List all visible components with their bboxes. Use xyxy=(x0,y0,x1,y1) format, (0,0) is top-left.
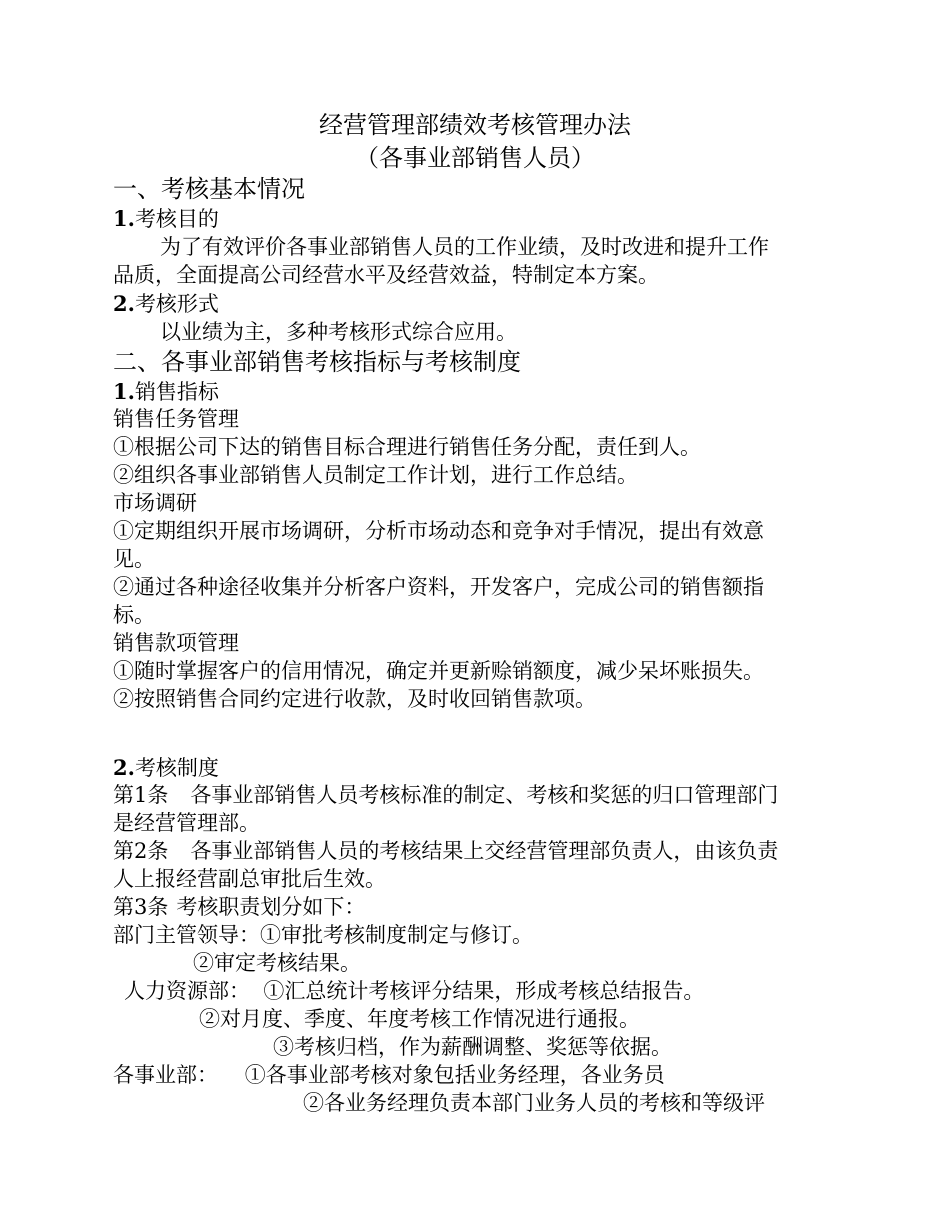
article-2-continuation: 人上报经营副总审批后生效。 xyxy=(113,867,386,891)
item-title: 考核制度 xyxy=(134,756,219,780)
duty-business-units: 各事业部： ①各事业部考核对象包括业务经理，各业务员 xyxy=(113,1063,665,1087)
list-item-continuation: 标。 xyxy=(113,603,155,627)
subheading-sales-task: 销售任务管理 xyxy=(113,407,239,431)
document-title: 经营管理部绩效考核管理办法 xyxy=(319,111,631,139)
section-1-item-1-heading xyxy=(113,208,219,230)
item-number: 2. xyxy=(113,291,135,316)
duty-hr-2: ②对月度、季度、年度考核工作情况进行通报。 xyxy=(199,1007,640,1031)
duty-dept-head-2: ②审定考核结果。 xyxy=(193,951,361,975)
paragraph-line: 为了有效评价各事业部销售人员的工作业绩，及时改进和提升工作 xyxy=(160,235,769,259)
article-1 xyxy=(113,785,778,806)
list-item-continuation: 见。 xyxy=(113,547,155,571)
duty-dept-head: 部门主管领导：①审批考核制度制定与修订。 xyxy=(113,923,533,947)
item-title: 考核形式 xyxy=(134,292,219,316)
article-2 xyxy=(113,841,778,862)
section-1-item-2-heading xyxy=(113,293,219,315)
list-item: ①根据公司下达的销售目标合理进行销售任务分配，责任到人。 xyxy=(113,435,701,459)
duty-hr: 人力资源部： ①汇总统计考核评分结果，形成考核总结报告。 xyxy=(124,979,705,1003)
item-title: 考核目的 xyxy=(134,207,219,231)
list-item: ②通过各种途径收集并分析客户资料，开发客户，完成公司的销售额指 xyxy=(113,575,764,599)
article-label: 第2条 xyxy=(113,839,169,863)
paragraph-line: 品质，全面提高公司经营水平及经营效益，特制定本方案。 xyxy=(113,263,659,287)
section-2-heading: 二、各事业部销售考核指标与考核制度 xyxy=(113,348,521,376)
article-1-continuation: 是经营管理部。 xyxy=(113,811,260,835)
section-2-item-1-heading xyxy=(113,381,219,403)
list-item: ②组织各事业部销售人员制定工作计划，进行工作总结。 xyxy=(113,463,638,487)
item-number: 1. xyxy=(113,206,135,231)
article-label: 第3条 xyxy=(113,895,169,919)
section-1-heading: 一、考核基本情况 xyxy=(113,175,305,203)
paragraph-line: 以业绩为主，多种考核形式综合应用。 xyxy=(160,320,517,344)
document-subtitle: （各事业部销售人员） xyxy=(355,144,595,172)
article-text: 各事业部销售人员考核标准的制定、考核和奖惩的归口管理部门 xyxy=(190,783,779,807)
article-3 xyxy=(113,897,365,918)
list-item: ①定期组织开展市场调研，分析市场动态和竞争对手情况，提出有效意 xyxy=(113,519,764,543)
item-number: 1. xyxy=(113,379,135,404)
section-2-item-2-heading xyxy=(113,757,219,779)
article-label: 第1条 xyxy=(113,783,169,807)
item-number: 2. xyxy=(113,755,135,780)
article-text: 各事业部销售人员的考核结果上交经营管理部负责人，由该负责 xyxy=(190,839,779,863)
duty-business-units-2: ②各业务经理负责本部门业务人员的考核和等级评 xyxy=(303,1091,765,1115)
subheading-market-research: 市场调研 xyxy=(113,491,197,515)
subheading-payment: 销售款项管理 xyxy=(113,631,239,655)
list-item: ①随时掌握客户的信用情况，确定并更新赊销额度，减少呆坏账损失。 xyxy=(113,659,764,683)
item-title: 销售指标 xyxy=(134,380,219,404)
duty-hr-3: ③考核归档，作为薪酬调整、奖惩等依据。 xyxy=(273,1035,672,1059)
list-item: ②按照销售合同约定进行收款，及时收回销售款项。 xyxy=(113,687,596,711)
article-text: 考核职责划分如下： xyxy=(176,895,366,919)
